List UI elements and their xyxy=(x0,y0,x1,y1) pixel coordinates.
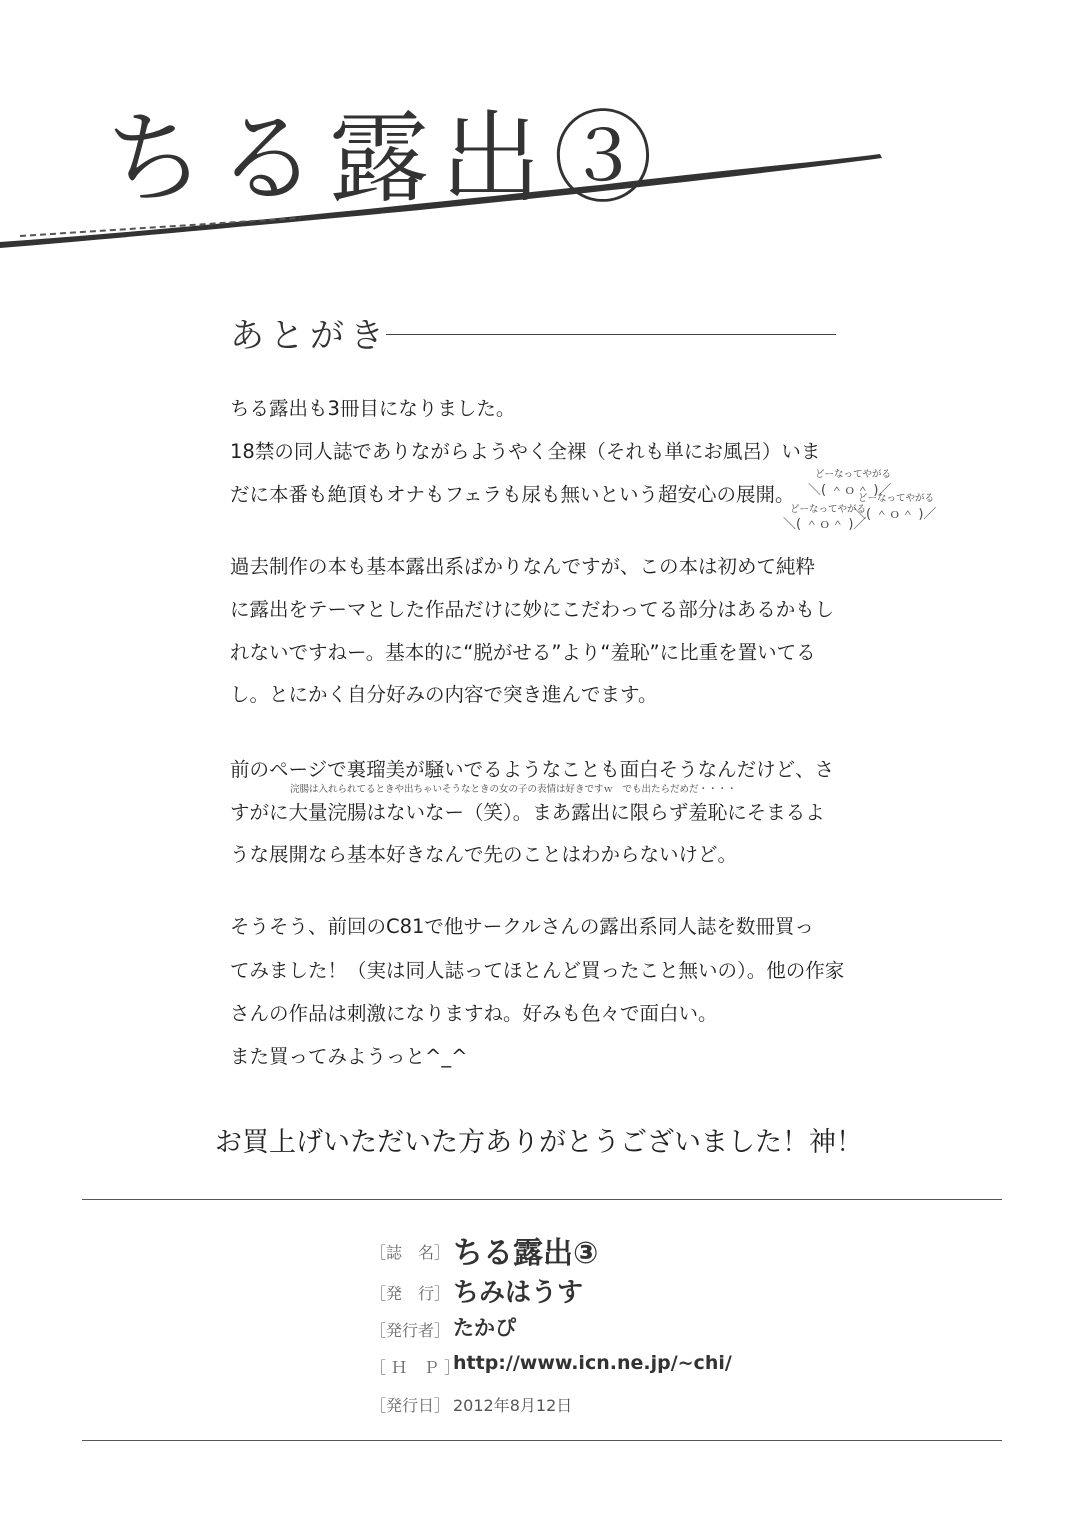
body-line: 過去制作の本も基本露出系ばかりなんですが、この本は初めて純粋 xyxy=(230,555,816,578)
brush-stroke-divider xyxy=(0,140,900,250)
aside-note: どーなってやがる xyxy=(815,469,892,480)
page-title: ちる露出③ xyxy=(105,100,665,217)
heading-rule xyxy=(386,334,836,335)
colophon-label: ［発行者］ xyxy=(370,1321,451,1340)
colophon-label: ［発 行］ xyxy=(370,1284,451,1303)
colophon-label: ［ Ｈ Ｐ ］ xyxy=(370,1358,461,1377)
aside-note: どーなってやがる xyxy=(858,493,935,504)
afterword-heading: あとがき xyxy=(230,316,390,356)
colophon-title: ちる露出③ xyxy=(453,1236,599,1271)
body-line: さんの作品は刺激になりますね。好みも色々で面白い。 xyxy=(230,1002,718,1025)
aside-note: どーなってやがる xyxy=(790,504,867,515)
body-line: すがに大量浣腸はないなー（笑）。まあ露出に限らず羞恥にそまるよ xyxy=(230,801,825,824)
body-line: うな展開なら基本好きなんで先のことはわからないけど。 xyxy=(230,843,738,866)
body-line: 前のページで裏瑠美が騒いでるようなことも面白そうなんだけど、さ xyxy=(230,758,835,781)
body-line: てみました！（実は同人誌ってほとんど買ったこと無いの）。他の作家 xyxy=(230,959,845,982)
aside-face: ＼( ＾ｏ＾ )／ xyxy=(853,507,937,522)
body-line: 18禁の同人誌でありながらようやく全裸（それも単にお風呂）いま xyxy=(230,440,821,463)
thanks-message: お買上げいただいた方ありがとうございました！神！ xyxy=(215,1127,863,1158)
colophon-label: ［誌 名］ xyxy=(370,1243,451,1262)
body-line: また買ってみようっと^_^ xyxy=(230,1045,468,1068)
aside-face: ＼( ＾ｏ＾ )／ xyxy=(783,517,867,532)
body-line: そうそう、前回のC81で他サークルさんの露出系同人誌を数冊買っ xyxy=(230,915,814,938)
colophon-publisher: ちみはうす xyxy=(453,1278,584,1308)
body-line: だに本番も絶頂もオナもフェラも尿も無いという超安心の展開。 xyxy=(230,483,795,506)
body-line: ちる露出も3冊目になりました。 xyxy=(230,397,516,420)
body-line: に露出をテーマとした作品だけに妙にこだわってる部分はあるかもし xyxy=(230,598,835,621)
body-line: れないですねー。基本的に“脱がせる”より“羞恥”に比重を置いてる xyxy=(230,641,816,664)
divider xyxy=(82,1199,1002,1200)
colophon-label: ［発行日］ xyxy=(370,1396,451,1415)
body-line: し。とにかく自分好みの内容で突き進んでます。 xyxy=(230,683,658,706)
divider xyxy=(82,1440,1002,1441)
aside-face: ＼( ＾ｏ＾ )／ xyxy=(808,483,892,498)
aside-note: 浣腸は入れられてるときや出ちゃいそうなときの女の子の表情は好きですｗ でも出たらだめだ・・・・ xyxy=(290,784,737,795)
colophon-author: たかぴ xyxy=(453,1316,516,1340)
colophon-homepage-link[interactable]: http://www.icn.ne.jp/~chi/ xyxy=(453,1352,732,1374)
colophon-date: 2012年8月12日 xyxy=(453,1396,573,1415)
